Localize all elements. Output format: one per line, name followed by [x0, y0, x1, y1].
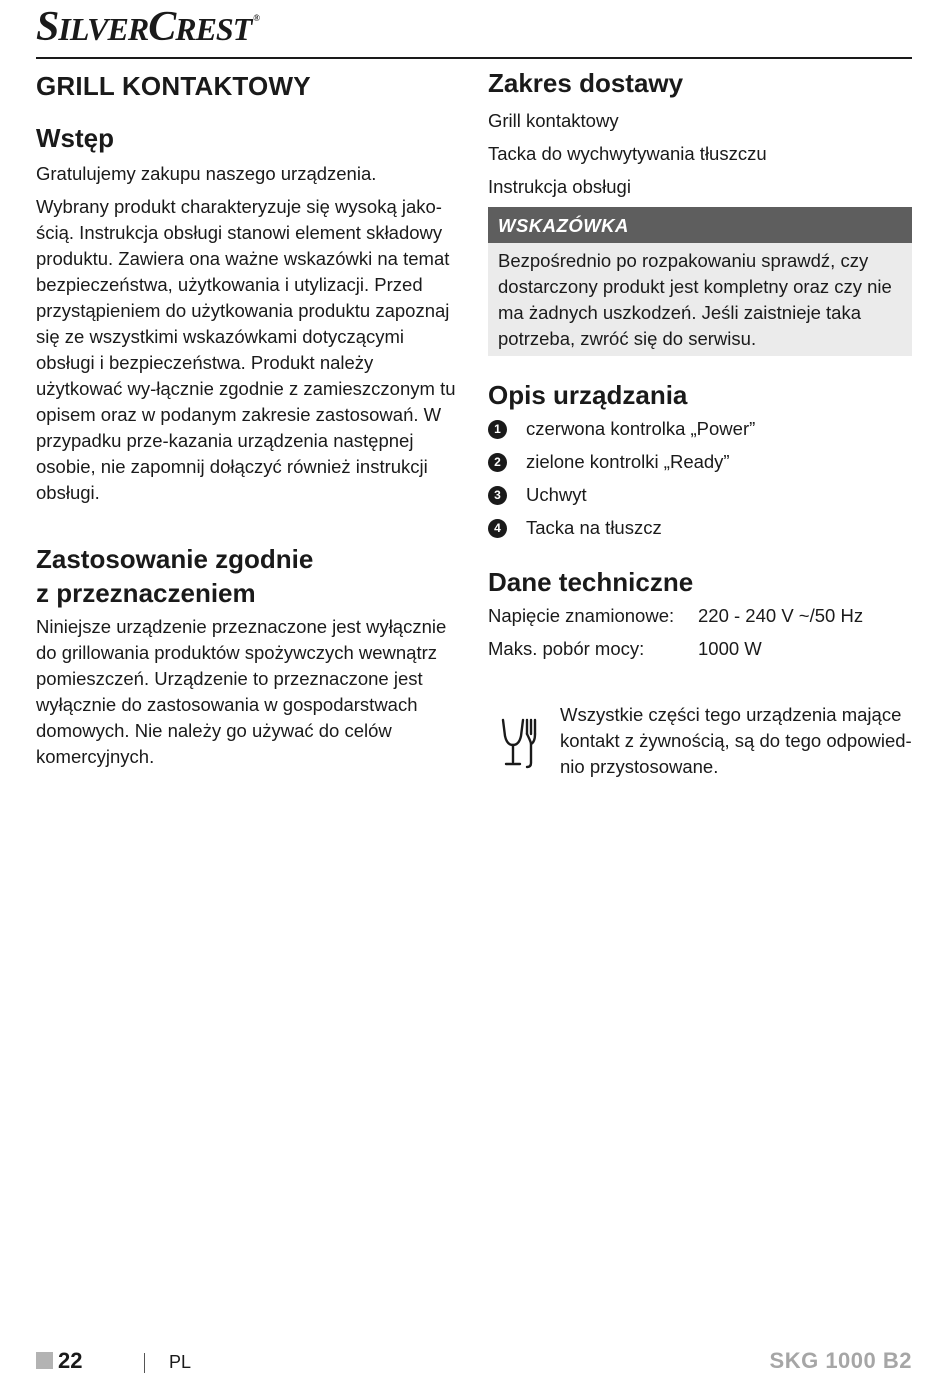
- food-safe-notice: [488, 702, 912, 780]
- page-number: 22: [58, 1348, 83, 1373]
- language-code: PL: [169, 1352, 192, 1372]
- intro-heading: Wstęp: [36, 123, 114, 153]
- delivery-list: [488, 108, 912, 200]
- footer-square-marker: [36, 1352, 53, 1369]
- note-box: [488, 207, 912, 356]
- list-item: 3 Uchwyt: [488, 482, 912, 508]
- list-item: 4 Tacka na tłuszcz: [488, 515, 912, 541]
- delivery-heading: Zakres dostawy: [488, 68, 684, 98]
- technical-data-table: [488, 603, 863, 669]
- left-column: [36, 66, 464, 770]
- device-description-heading: Opis urządzania: [488, 380, 688, 410]
- glass-fork-food-safe-icon: [500, 714, 544, 770]
- footer-separator: [144, 1353, 145, 1373]
- document-title: GRILL KONTAKTOWY: [36, 71, 311, 101]
- list-item: 2 zielone kontrolki „Ready”: [488, 449, 912, 475]
- intro-paragraph-1: Gratulujemy zakupu naszego urządzenia.: [36, 163, 377, 184]
- intended-use-heading: Zastosowanie zgodnie z przeznaczeniem: [36, 544, 314, 608]
- page-footer: [36, 1346, 912, 1380]
- list-item: Grill kontaktowy: [488, 110, 619, 131]
- tech-key: Maks. pobór mocy:: [488, 638, 645, 659]
- model-number: SKG 1000 B2: [769, 1348, 912, 1373]
- tech-key: Napięcie znamionowe:: [488, 605, 675, 626]
- number-badge: 1: [488, 420, 507, 439]
- intended-use-paragraph: Niniejsze urządzenie przeznaczone jest wyłącznie do grillowania produktów spożywczych wewnątrz pomieszczeń. Urządzenie to przeznaczone jest wyłącznie do zastosowania w gospodarstwach domowych. Nie należy go używać do celów komercyjnych.: [36, 616, 447, 767]
- device-description-list: [488, 416, 912, 541]
- tech-value: 220 - 240 V ~/50 Hz: [698, 605, 864, 626]
- note-body: Bezpośrednio po rozpakowaniu sprawdź, czy dostarczony produkt jest kompletny oraz czy nie ma żadnych uszkodzeń. Jeśli zaistnieje taka potrzeba, zwróć się do serwisu.: [498, 250, 892, 349]
- table-row: [488, 603, 863, 636]
- number-badge: 4: [488, 519, 507, 538]
- intro-paragraph-2: Wybrany produkt charakteryzuje się wysoką jako-ścią. Instrukcja obsługi stanowi element składowy produktu. Zawiera ona ważne wskazówki na temat bezpieczeństwa, użytkowania i utylizacji. Przed przystąpieniem do użytkowania produktu zapoznaj się ze wszystkimi wskazówkami dotyczącymi obsługi i bezpieczeństwa. Produkt należy użytkować wy-łącznie zgodnie z zamieszczonym tu opisem oraz w podanym zakresie zastosowań. W przypadku prze-kazania urządzenia następnej osobie, nie zapomnij dołączyć również instrukcji obsługi.: [36, 196, 456, 503]
- right-column: [488, 66, 912, 780]
- technical-data-heading: Dane techniczne: [488, 567, 694, 597]
- number-badge: 3: [488, 486, 507, 505]
- list-item: Tacka do wychwytywania tłuszczu: [488, 143, 767, 164]
- list-item: 1 czerwona kontrolka „Power”: [488, 416, 912, 442]
- tech-value: 1000 W: [698, 638, 762, 659]
- header-divider: [36, 57, 912, 59]
- note-heading: WSKAZÓWKA: [488, 207, 912, 243]
- table-row: [488, 636, 863, 669]
- number-badge: 2: [488, 453, 507, 472]
- food-safe-text: Wszystkie części tego urządzenia mające kontakt z żywnością, są do tego odpowied-nio przystosowane.: [560, 704, 912, 777]
- silvercrest-logo: SILVERCREST ®: [36, 4, 259, 50]
- list-item: Instrukcja obsługi: [488, 176, 631, 197]
